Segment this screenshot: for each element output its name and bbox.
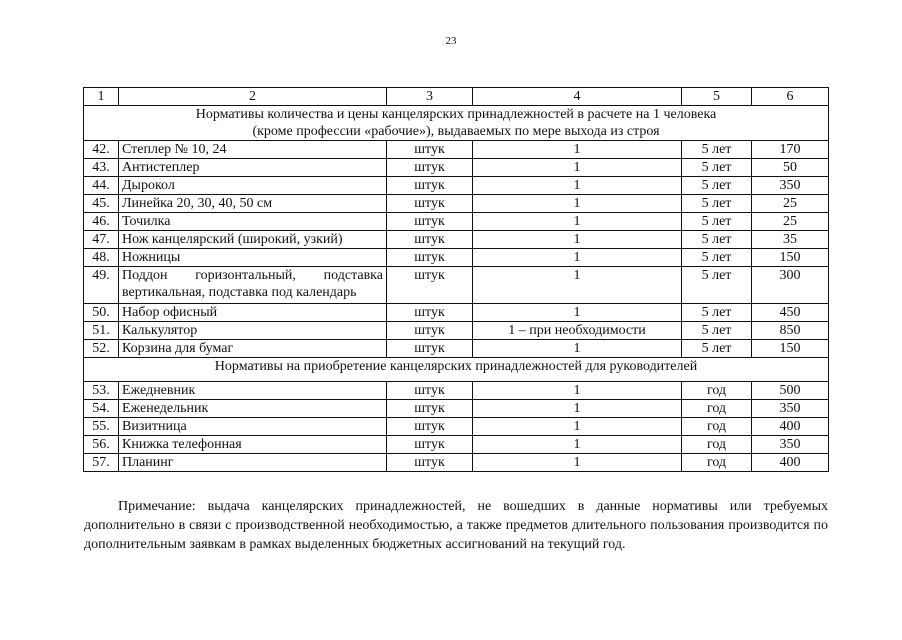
section-title-line: Нормативы на приобретение канцелярских принадлежностей для руководителей (214, 359, 698, 374)
column-header-row (84, 88, 829, 106)
cell-qty: 1 (473, 249, 682, 267)
cell-num: 50. (84, 304, 119, 322)
table-row (84, 231, 829, 249)
table-row (84, 454, 829, 472)
table-row (84, 340, 829, 358)
cell-qty: 1 (473, 177, 682, 195)
cell-price: 500 (752, 382, 829, 400)
cell-unit: штук (387, 418, 473, 436)
cell-name (119, 267, 387, 304)
cell-num: 42. (84, 141, 119, 159)
cell-name: Калькулятор (119, 322, 387, 340)
cell-qty: 1 (473, 159, 682, 177)
table-row (84, 400, 829, 418)
cell-num: 55. (84, 418, 119, 436)
cell-unit: штук (387, 231, 473, 249)
cell-name: Антистеплер (119, 159, 387, 177)
cell-qty: 1 – при необходимости (473, 322, 682, 340)
cell-name: Точилка (119, 213, 387, 231)
cell-term: 5 лет (682, 141, 752, 159)
cell-unit: штук (387, 195, 473, 213)
cell-num: 53. (84, 382, 119, 400)
cell-price: 25 (752, 213, 829, 231)
cell-num: 56. (84, 436, 119, 454)
column-header: 5 (682, 88, 752, 106)
cell-unit: штук (387, 382, 473, 400)
column-header: 2 (119, 88, 387, 106)
page-number: 23 (445, 35, 457, 47)
cell-num: 46. (84, 213, 119, 231)
column-header: 1 (84, 88, 119, 106)
cell-unit: штук (387, 454, 473, 472)
cell-num: 47. (84, 231, 119, 249)
section-header-row (84, 358, 829, 382)
cell-name: Набор офисный (119, 304, 387, 322)
cell-qty: 1 (473, 382, 682, 400)
cell-name: Еженедельник (119, 400, 387, 418)
table-row (84, 195, 829, 213)
cell-term: 5 лет (682, 159, 752, 177)
cell-name: Планинг (119, 454, 387, 472)
cell-price: 450 (752, 304, 829, 322)
cell-term: год (682, 418, 752, 436)
cell-qty: 1 (473, 418, 682, 436)
cell-num: 52. (84, 340, 119, 358)
cell-qty: 1 (473, 436, 682, 454)
cell-term: 5 лет (682, 267, 752, 304)
cell-price: 850 (752, 322, 829, 340)
cell-name-text: Поддон горизонтальный, подставка вертикальная, подставка под календарь (122, 268, 383, 300)
cell-unit: штук (387, 177, 473, 195)
cell-qty: 1 (473, 304, 682, 322)
cell-qty: 1 (473, 400, 682, 418)
cell-price: 170 (752, 141, 829, 159)
cell-price: 350 (752, 436, 829, 454)
column-header: 6 (752, 88, 829, 106)
norms-table-body (84, 88, 829, 472)
cell-num: 44. (84, 177, 119, 195)
norms-table (83, 87, 829, 472)
cell-price: 400 (752, 418, 829, 436)
cell-unit: штук (387, 249, 473, 267)
cell-qty: 1 (473, 231, 682, 249)
cell-num: 49. (84, 267, 119, 304)
cell-term: год (682, 400, 752, 418)
cell-name: Линейка 20, 30, 40, 50 см (119, 195, 387, 213)
cell-price: 400 (752, 454, 829, 472)
cell-term: 5 лет (682, 213, 752, 231)
cell-unit: штук (387, 340, 473, 358)
footnote: Примечание: выдача канцелярских принадлежностей, не вошедших в данные нормативы или требуемых дополнительно в связи с производственной необходимостью, а также предметов длительного пользования производится по дополнительным заявкам в рамках выделенных бюджетных ассигнований на текущий год. (84, 499, 828, 552)
table-row (84, 418, 829, 436)
cell-unit: штук (387, 322, 473, 340)
cell-unit: штук (387, 304, 473, 322)
cell-unit: штук (387, 159, 473, 177)
cell-name: Дырокол (119, 177, 387, 195)
cell-unit: штук (387, 141, 473, 159)
cell-num: 54. (84, 400, 119, 418)
cell-price: 300 (752, 267, 829, 304)
cell-price: 350 (752, 400, 829, 418)
cell-term: год (682, 436, 752, 454)
table-row (84, 159, 829, 177)
cell-qty: 1 (473, 141, 682, 159)
table-row (84, 249, 829, 267)
cell-unit: штук (387, 213, 473, 231)
column-header: 4 (473, 88, 682, 106)
cell-name: Книжка телефонная (119, 436, 387, 454)
cell-num: 51. (84, 322, 119, 340)
table-row (84, 436, 829, 454)
cell-term: 5 лет (682, 249, 752, 267)
cell-term: 5 лет (682, 340, 752, 358)
table-row (84, 382, 829, 400)
cell-term: год (682, 382, 752, 400)
cell-num: 45. (84, 195, 119, 213)
table-row (84, 267, 829, 304)
cell-num: 43. (84, 159, 119, 177)
cell-name: Нож канцелярский (широкий, узкий) (119, 231, 387, 249)
cell-name: Ножницы (119, 249, 387, 267)
cell-unit: штук (387, 436, 473, 454)
cell-name: Степлер № 10, 24 (119, 141, 387, 159)
cell-qty: 1 (473, 340, 682, 358)
section-title (84, 358, 829, 382)
table-row (84, 213, 829, 231)
cell-name: Корзина для бумаг (119, 340, 387, 358)
cell-price: 35 (752, 231, 829, 249)
cell-price: 25 (752, 195, 829, 213)
section-header-row (84, 106, 829, 141)
table-row (84, 304, 829, 322)
cell-price: 150 (752, 249, 829, 267)
section-title-line: Нормативы количества и цены канцелярских принадлежностей в расчете на 1 человека (195, 107, 717, 122)
section-title-line: (кроме профессии «рабочие»), выдаваемых по мере выхода из строя (252, 124, 660, 139)
cell-term: год (682, 454, 752, 472)
cell-name: Ежедневник (119, 382, 387, 400)
table-row (84, 322, 829, 340)
cell-term: 5 лет (682, 304, 752, 322)
column-header: 3 (387, 88, 473, 106)
cell-price: 350 (752, 177, 829, 195)
cell-unit: штук (387, 400, 473, 418)
cell-qty: 1 (473, 213, 682, 231)
cell-num: 48. (84, 249, 119, 267)
cell-term: 5 лет (682, 231, 752, 249)
cell-name: Визитница (119, 418, 387, 436)
cell-qty: 1 (473, 195, 682, 213)
cell-price: 150 (752, 340, 829, 358)
cell-unit: штук (387, 267, 473, 304)
table-row (84, 177, 829, 195)
cell-price: 50 (752, 159, 829, 177)
cell-term: 5 лет (682, 177, 752, 195)
section-title (84, 106, 829, 141)
table-row (84, 141, 829, 159)
cell-term: 5 лет (682, 195, 752, 213)
cell-qty: 1 (473, 454, 682, 472)
cell-num: 57. (84, 454, 119, 472)
cell-term: 5 лет (682, 322, 752, 340)
cell-qty: 1 (473, 267, 682, 304)
